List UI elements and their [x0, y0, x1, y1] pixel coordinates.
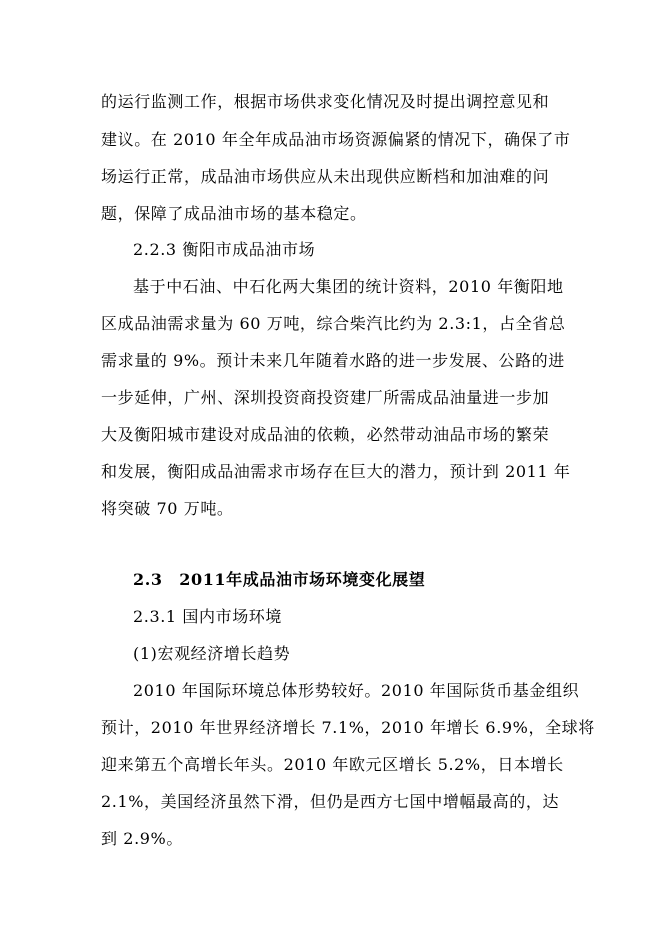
paragraph-line: 迎来第五个高增长年头。2010 年欧元区增长 5.2%，日本增长 — [101, 755, 564, 774]
paragraph-line: 大及衡阳城市建设对成品油的依赖，必然带动油品市场的繁荣 — [101, 425, 550, 444]
subsection-heading-2-3-1: 2.3.1 国内市场环境 — [133, 607, 282, 626]
paragraph-line: 基于中石油、中石化两大集团的统计资料，2010 年衡阳地 — [133, 277, 564, 296]
paragraph-line: 建议。在 2010 年全年成品油市场资源偏紧的情况下，确保了市 — [101, 130, 571, 149]
paragraph-line: 2.1%，美国经济虽然下滑，但仍是西方七国中增幅最高的，达 — [101, 792, 560, 811]
paragraph-line: 到 2.9%。 — [101, 829, 183, 848]
section-heading-2-2-3: 2.2.3 衡阳市成品油市场 — [133, 240, 316, 259]
paragraph-line: 2010 年国际环境总体形势较好。2010 年国际货币基金组织 — [133, 681, 580, 700]
paragraph-line: 将突破 70 万吨。 — [101, 499, 234, 518]
paragraph-line: 的运行监测工作，根据市场供求变化情况及时提出调控意见和 — [101, 92, 550, 111]
paragraph-line: 和发展，衡阳成品油需求市场存在巨大的潜力，预计到 2011 年 — [101, 462, 571, 481]
paragraph-line: 需求量的 9%。预计未来几年随着水路的进一步发展、公路的进 — [101, 351, 565, 370]
subsection-heading-macro-growth: (1)宏观经济增长趋势 — [133, 644, 291, 663]
paragraph-line: 一步延伸，广州、深圳投资商投资建厂所需成品油量进一步加 — [101, 388, 550, 407]
section-heading-2-3: 2.3 2011年成品油市场环境变化展望 — [133, 570, 426, 589]
paragraph-line: 预计，2010 年世界经济增长 7.1%，2010 年增长 6.9%，全球将 — [101, 718, 595, 737]
paragraph-line: 场运行正常，成品油市场供应从未出现供应断档和加油难的问 — [101, 167, 550, 186]
paragraph-line: 题，保障了成品油市场的基本稳定。 — [101, 204, 367, 223]
paragraph-line: 区成品油需求量为 60 万吨，综合柴汽比约为 2.3:1，占全省总 — [101, 314, 566, 333]
